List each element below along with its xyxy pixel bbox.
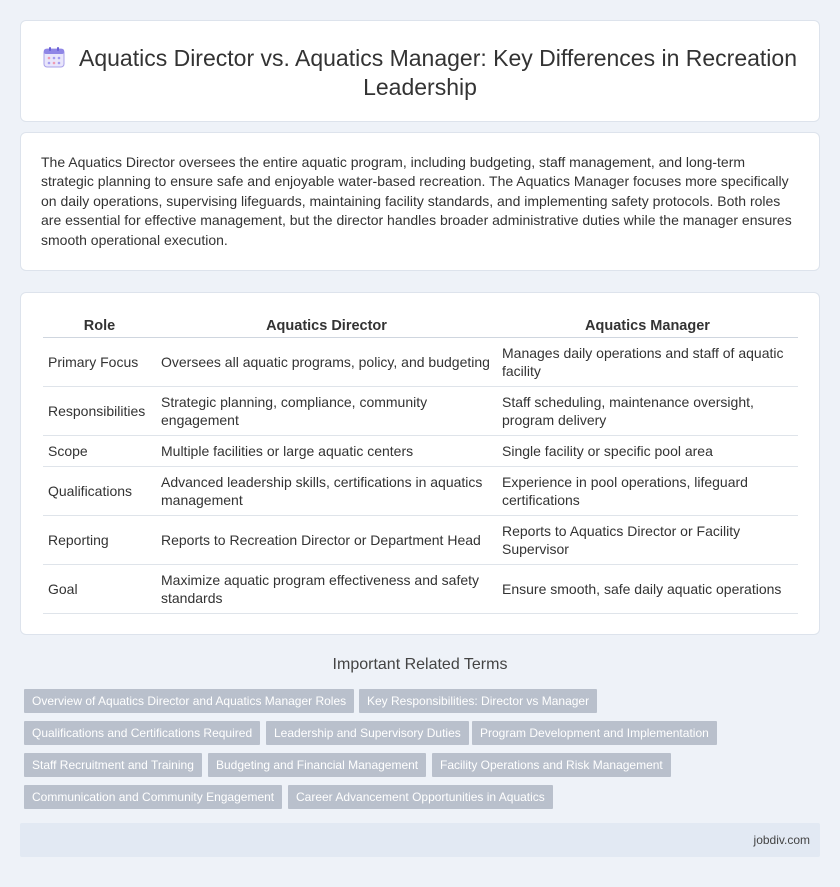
intro-card [20,132,820,271]
related-term-tag[interactable]: Staff Recruitment and Training [24,753,202,777]
table-header-row [43,315,798,337]
footer-bar [20,823,820,857]
row-label: Primary Focus [43,337,156,386]
related-term-tag[interactable]: Communication and Community Engagement [24,785,282,809]
header-manager: Aquatics Manager [497,315,798,337]
page-title-wrap [21,44,819,102]
related-term-tag[interactable]: Facility Operations and Risk Management [432,753,671,777]
director-cell: Strategic planning, compliance, community engagement [156,386,497,435]
director-cell: Reports to Recreation Director or Department Head [156,515,497,564]
related-term-tag[interactable]: Overview of Aquatics Director and Aquatics Manager Roles [24,689,354,713]
row-label: Qualifications [43,466,156,515]
table-row [43,515,798,564]
director-cell: Multiple facilities or large aquatic centers [156,435,497,466]
title-card [20,20,820,122]
table-row [43,337,798,386]
comparison-table [43,315,798,614]
director-cell: Maximize aquatic program effectiveness and safety standards [156,564,497,613]
manager-cell: Staff scheduling, maintenance oversight, program delivery [497,386,798,435]
row-label: Scope [43,435,156,466]
row-label: Goal [43,564,156,613]
related-terms-title: Important Related Terms [332,656,508,673]
table-row [43,386,798,435]
related-term-tag[interactable]: Leadership and Supervisory Duties [266,721,469,745]
manager-cell: Single facility or specific pool area [497,435,798,466]
intro-text: The Aquatics Director oversees the entire aquatic program, including budgeting, staff management, and long-term strategic planning to ensure safe and enjoyable water-based recreation. The Aquatics Manager focuses more specifically on daily operations, supervising lifeguards, maintaining facility standards, and implementing safety protocols. Both roles are essential for effective management, but the director handles broader administrative duties while the manager ensures smooth operational execution. [41,154,792,248]
related-term-tag[interactable]: Key Responsibilities: Director vs Manager [359,689,597,713]
footer-site-link[interactable]: jobdiv.com [753,833,810,847]
calendar-icon [43,46,65,68]
comparison-card [20,292,820,635]
header-role: Role [43,315,156,337]
manager-cell: Experience in pool operations, lifeguard certifications [497,466,798,515]
related-term-tag[interactable]: Career Advancement Opportunities in Aquatics [288,785,553,809]
table-row [43,564,798,613]
related-term-tag[interactable]: Qualifications and Certifications Required [24,721,260,745]
table-row [43,466,798,515]
row-label: Responsibilities [43,386,156,435]
page-title: Aquatics Director vs. Aquatics Manager: Key Differences in Recreation Leadership [78,45,798,100]
manager-cell: Manages daily operations and staff of aquatic facility [497,337,798,386]
header-director: Aquatics Director [156,315,497,337]
row-label: Reporting [43,515,156,564]
manager-cell: Reports to Aquatics Director or Facility Supervisor [497,515,798,564]
related-term-tag[interactable]: Program Development and Implementation [472,721,717,745]
director-cell: Oversees all aquatic programs, policy, and budgeting [156,337,497,386]
director-cell: Advanced leadership skills, certifications in aquatics management [156,466,497,515]
table-row [43,435,798,466]
related-term-tag[interactable]: Budgeting and Financial Management [208,753,426,777]
manager-cell: Ensure smooth, safe daily aquatic operations [497,564,798,613]
